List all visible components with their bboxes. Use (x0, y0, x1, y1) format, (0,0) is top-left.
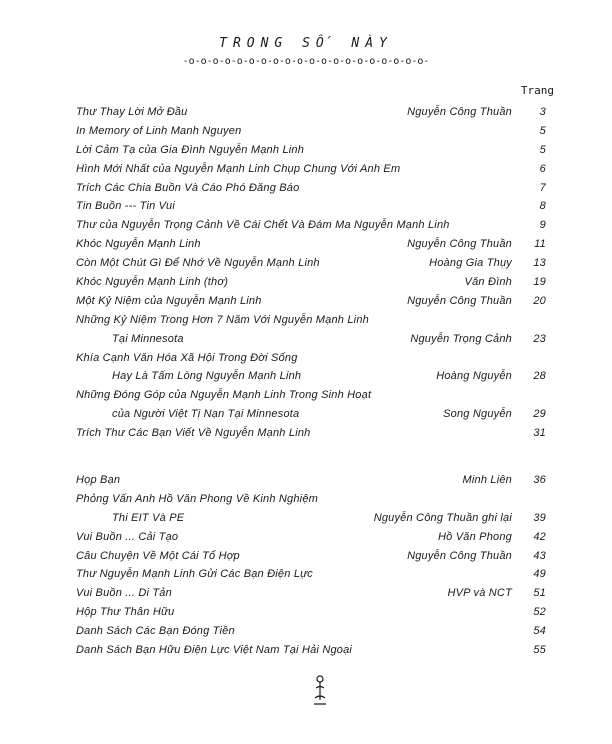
toc-entry-author: Nguyễn Trọng Cảnh (410, 332, 512, 345)
toc-entry-title: Danh Sách Bạn Hữu Điện Lực Việt Nam Tại Hải Ngoại (76, 644, 353, 657)
toc-entry (76, 368, 546, 387)
toc-entry (76, 623, 546, 642)
toc-entry-title: Khóc Nguyễn Mạnh Linh (76, 238, 201, 251)
toc-entry-title: Những Kỷ Niệm Trong Hơn 7 Năm Với Nguyễn Mạnh Linh (76, 313, 369, 326)
toc-entry-page: 8 (539, 200, 546, 213)
toc-entry-page: 5 (539, 143, 546, 156)
toc-entry-author: Nguyễn Công Thuần ghi lại (373, 511, 512, 524)
toc-entry (76, 529, 546, 548)
toc-entry-author: Hoàng Gia Thụy (429, 257, 512, 270)
toc-entry-page: 49 (533, 568, 546, 581)
toc-entry-title: Trích Thư Các Bạn Viết Về Nguyễn Mạnh Linh (76, 427, 311, 440)
toc-entry (76, 161, 546, 180)
toc-entry-title: Những Đóng Góp của Nguyễn Mạnh Linh Trong Sinh Hoạt (76, 389, 372, 402)
toc-entry (76, 510, 546, 529)
toc-entry-author: Minh Liên (462, 474, 512, 486)
toc-entry-title: Hay Là Tấm Lòng Nguyễn Mạnh Linh (112, 370, 302, 383)
toc-entry-author: Nguyễn Công Thuần (407, 294, 512, 307)
toc-entry-title: Lời Cảm Tạ của Gia Đình Nguyễn Mạnh Linh (76, 143, 305, 156)
toc-entry (76, 255, 546, 274)
toc-entry-page: 6 (539, 162, 546, 175)
toc-entry-title: Thi EIT Và PE (112, 511, 185, 524)
toc-entry-title: Câu Chuyện Về Một Cái Tổ Hợp (76, 549, 240, 562)
toc-entry-author: Nguyễn Công Thuần (407, 549, 512, 562)
toc-entry-title: Phỏng Vấn Anh Hồ Văn Phong Về Kinh Nghiệm (76, 492, 319, 505)
toc-entry (76, 312, 546, 331)
toc-entry (76, 585, 546, 604)
page-title: TRONG SỐ NÀY (219, 36, 393, 51)
toc-entry-title: Thư Nguyễn Mạnh Linh Gửi Các Bạn Điện Lực (76, 568, 314, 581)
toc-entry-page: 23 (533, 332, 546, 345)
toc-entry-page: 29 (533, 408, 546, 421)
toc-entry-author: Nguyễn Công Thuần (407, 238, 512, 251)
toc-entry-page: 20 (533, 294, 546, 307)
toc-entry-page: 5 (539, 124, 546, 137)
toc-entry (76, 123, 546, 142)
toc-entry-title: Hình Mới Nhất của Nguyễn Mạnh Linh Chụp Chung Với Anh Em (76, 162, 401, 175)
toc-entry (76, 387, 546, 406)
toc-entry-page: 43 (533, 549, 546, 562)
toc-entry (76, 142, 546, 161)
toc-entry-title: Một Kỷ Niệm của Nguyễn Mạnh Linh (76, 294, 262, 307)
toc-entry-title: Còn Một Chút Gì Để Nhớ Về Nguyễn Mạnh Linh (76, 257, 320, 270)
flourish-ornament-icon (312, 674, 328, 708)
toc-entry-page: 11 (534, 238, 546, 251)
toc-entry-title: Vui Buồn ... Di Tản (76, 587, 172, 600)
toc-entry-page: 9 (539, 219, 546, 232)
toc-entry-title: của Người Việt Tị Nạn Tại Minnesota (112, 408, 300, 421)
toc-entry-title: Trích Các Chia Buồn Và Cáo Phó Đăng Báo (76, 181, 300, 194)
toc-entry-page: 7 (539, 181, 546, 194)
toc-entry-title: Thư của Nguyễn Trọng Cảnh Về Cái Chết Và Đám Ma Nguyễn Mạnh Linh (76, 219, 450, 232)
toc-entry-author: Văn Đình (464, 276, 512, 289)
toc-entry-title: Thư Thay Lời Mở Đầu (76, 106, 188, 118)
toc-entry-page: 55 (533, 644, 546, 657)
toc-section-1 (76, 104, 546, 444)
toc-entry-page: 31 (533, 427, 546, 440)
toc-entry-title: Họp Bạn (76, 474, 121, 486)
toc-entry (76, 274, 546, 293)
toc-entry (76, 472, 546, 491)
toc-entry (76, 604, 546, 623)
toc-entry-author: Hồ Văn Phong (438, 530, 512, 543)
toc-entry-page: 19 (533, 276, 546, 289)
toc-entry (76, 350, 546, 369)
toc-entry (76, 293, 546, 312)
toc-entry-title: Hộp Thư Thân Hữu (76, 606, 175, 619)
toc-entry (76, 642, 546, 661)
toc-entry-page: 28 (533, 370, 546, 383)
toc-entry-title: Khóc Nguyễn Mạnh Linh (thơ) (76, 276, 229, 289)
toc-entry (76, 491, 546, 510)
toc-entry-title: Khía Cạnh Văn Hóa Xã Hội Trong Đời Sống (76, 351, 298, 364)
decorative-rule: -o-o-o-o-o-o-o-o-o-o-o-o-o-o-o-o-o-o-o-o- (182, 56, 430, 67)
toc-entry-page: 36 (533, 474, 546, 486)
toc-entry (76, 331, 546, 350)
toc-entry-page: 3 (539, 106, 546, 118)
toc-entry (76, 198, 546, 217)
toc-entry (76, 425, 546, 444)
toc-entry-author: Hoàng Nguyễn (436, 370, 512, 383)
toc-entry-title: In Memory of Linh Manh Nguyen (76, 124, 242, 137)
toc-entry-title: Tin Buồn --- Tin Vui (76, 200, 175, 213)
toc-section-2 (76, 472, 546, 661)
toc-entry-title: Vui Buồn ... Cải Tạo (76, 530, 179, 543)
toc-entry (76, 217, 546, 236)
toc-entry (76, 104, 546, 123)
toc-entry-title: Tại Minnesota (112, 332, 184, 345)
toc-entry-author: HVP và NCT (447, 587, 512, 600)
toc-entry (76, 180, 546, 199)
toc-entry-page: 13 (533, 257, 546, 270)
toc-entry (76, 548, 546, 567)
toc-entry-author: Song Nguyễn (443, 408, 512, 421)
toc-entry-title: Danh Sách Các Bạn Đóng Tiền (76, 625, 235, 638)
toc-entry-page: 54 (533, 625, 546, 638)
toc-entry (76, 236, 546, 255)
toc-entry-page: 52 (533, 606, 546, 619)
toc-entry-author: Nguyễn Công Thuần (407, 106, 512, 118)
toc-entry-page: 39 (533, 511, 546, 524)
toc-entry-page: 42 (533, 530, 546, 543)
toc-entry-page: 51 (533, 587, 546, 600)
page-column-label: Trang (520, 84, 554, 97)
toc-entry (76, 406, 546, 425)
toc-entry (76, 566, 546, 585)
